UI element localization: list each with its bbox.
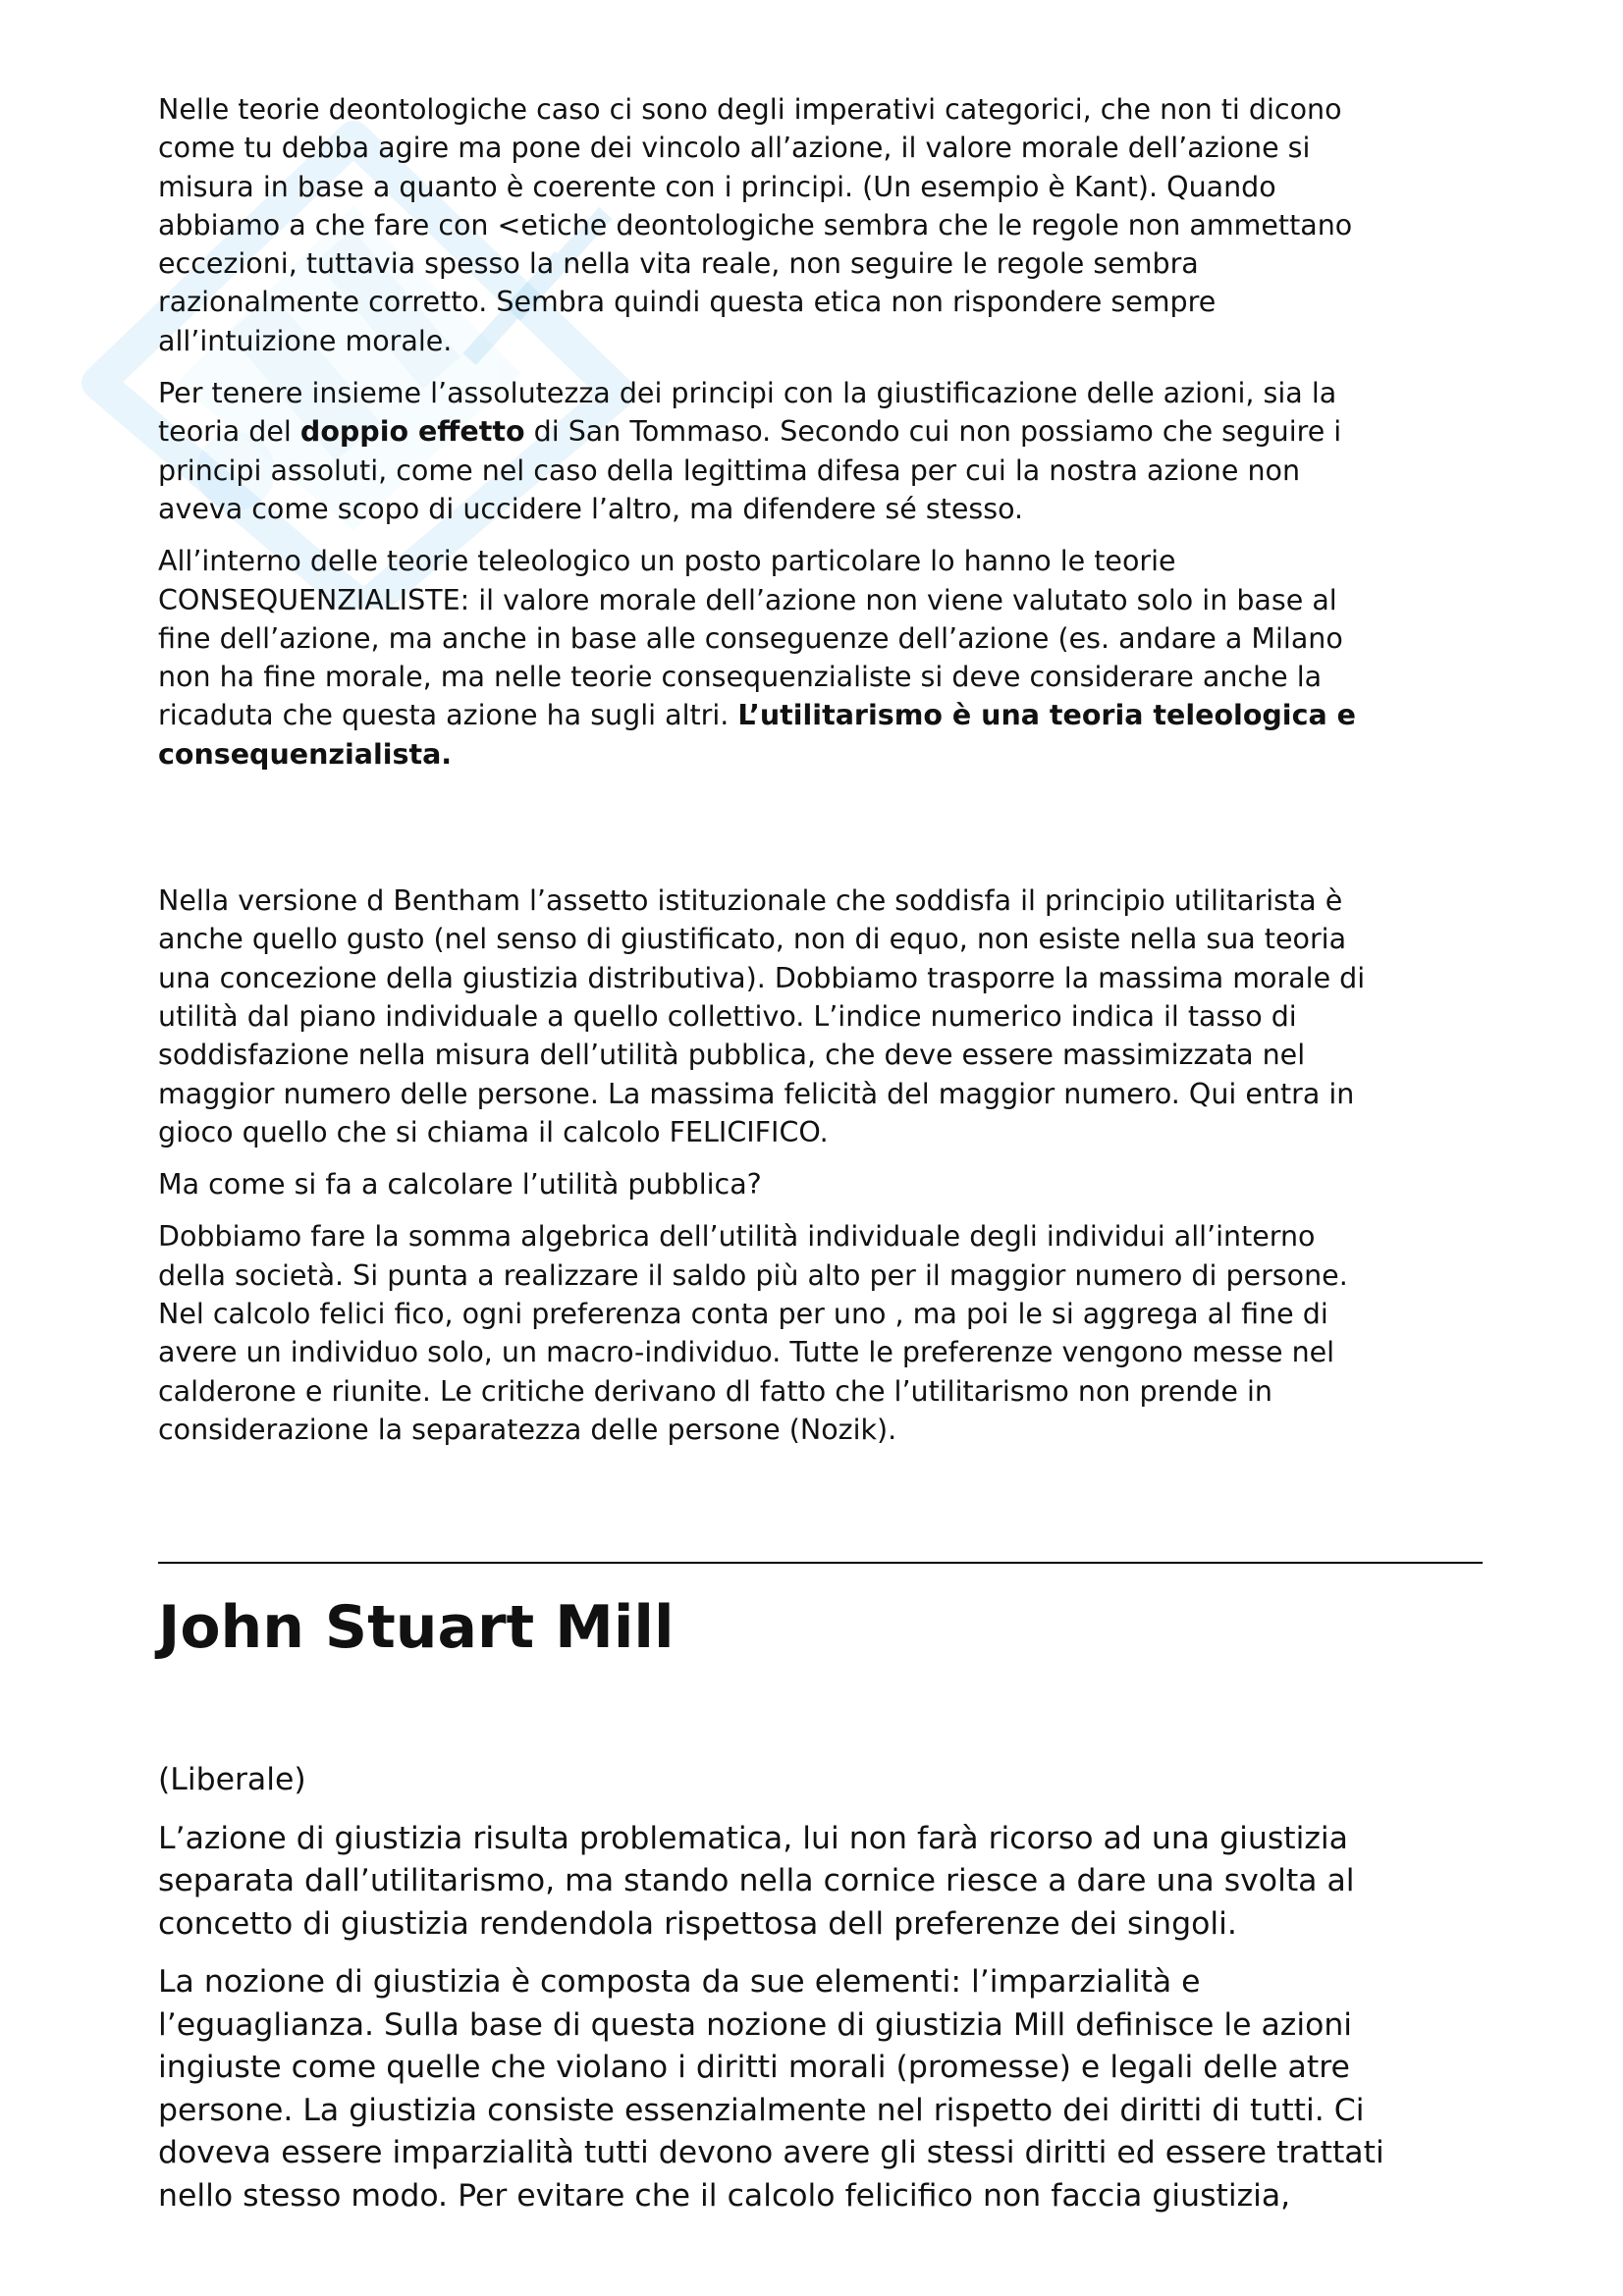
text-line: come tu debba agire ma pone dei vincolo all’azione, il valore morale dell’azione si [158,132,1311,165]
text-line: non ha fine morale, ma nelle teorie consequenzialiste si deve considerare anche la [158,661,1323,694]
bold-term: doppio effetto [299,415,525,449]
text-line: gioco quello che si chiama il calcolo FELICIFICO. [158,1115,829,1148]
paragraph-doppio-effetto [158,374,1484,528]
text-line: calderone e riunite. Le critiche derivano dl fatto che l’utilitarismo non prende in [158,1374,1272,1408]
text-line: Dobbiamo fare la somma algebrica dell’utilità individuale degli individui all’interno [158,1220,1316,1254]
section-2-text [158,1759,1484,2233]
text-line: persone. La giustizia consiste essenzialmente nel rispetto dei diritti di tutti. Ci [158,2092,1365,2128]
text-line: doveva essere imparzialità tutti devono avere gli stessi diritti ed essere trattati [158,2135,1384,2170]
text-line: Nella versione d Bentham l’assetto istituzionale che soddisfa il principio utilitarista è [158,884,1343,918]
text-line: Ma come si fa a calcolare l’utilità pubblica? [158,1168,762,1201]
text-line: ingiuste come quelle che violano i diritti morali (promesse) e legali delle atre [158,2050,1350,2085]
paragraph-somma-algebrica [158,1217,1484,1449]
text-line: La nozione di giustizia è composta da sue elementi: l’imparzialità e [158,1964,1201,2000]
text-line: CONSEQUENZIALISTE: il valore morale dell’azione non viene valutato solo in base al [158,583,1337,616]
paragraph-deontologiche [158,90,1484,360]
text-line: (Liberale) [158,1762,306,1797]
text-line [158,735,1484,774]
blank-space [158,787,1484,881]
text-line: All’interno delle teorie teleologico un posto particolare lo hanno le teorie [158,545,1176,578]
paragraph-consequenzialiste [158,542,1484,774]
text-line: considerazione la separatezza delle persone (Nozik). [158,1413,897,1446]
text-line: utilità dal piano individuale a quello collettivo. L’indice numerico indica il tasso di [158,999,1297,1033]
text-line: l’eguaglianza. Sulla base di questa nozione di giustizia Mill definisce le azioni [158,2006,1353,2043]
text-line: separata dall’utilitarismo, ma stando nella cornice riesce a dare una svolta al [158,1863,1355,1898]
bold-statement: consequenzialista. [158,737,453,771]
text-run: di San Tommaso. Secondo cui non possiamo che seguire i [524,415,1342,449]
bold-statement: L’utilitarismo è una teoria teleologica e [737,699,1356,732]
text-line: all’intuizione morale. [158,324,453,357]
text-line: L’azione di giustizia risulta problematica, lui non farà ricorso ad una giustizia [158,1820,1348,1856]
text-line [158,412,1484,451]
text-line [158,696,1484,734]
text-line: Per tenere insieme l’assolutezza dei principi con la giustificazione delle azioni, sia la [158,377,1337,410]
text-line: fine dell’azione, ma anche in base alle conseguenze dell’azione (es. andare a Milano [158,621,1343,655]
text-line: misura in base a quanto è coerente con i principi. (Un esempio è Kant). Quando [158,170,1276,203]
text-line: nello stesso modo. Per evitare che il calcolo felicifico non faccia giustizia, [158,2177,1291,2214]
paragraph-question [158,1165,1484,1203]
text-run: ricaduta che questa azione ha sugli altri. [158,699,738,732]
text-line: una concezione della giustizia distributiva). Dobbiamo trasporre la massima morale di [158,961,1366,994]
paragraph-azione-giustizia [158,1818,1484,1947]
section-heading: John Stuart Mill [158,1593,675,1662]
text-line: Nelle teorie deontologiche caso ci sono degli imperativi categorici, che non ti dicono [158,93,1342,126]
text-line: eccezioni, tuttavia spesso la nella vita reale, non seguire le regole sembra [158,247,1199,281]
text-line: concetto di giustizia rendendola rispettosa dell preferenze dei singoli. [158,1905,1237,1942]
horizontal-divider [158,1562,1483,1564]
paragraph-bentham [158,881,1484,1151]
text-line: razionalmente corretto. Sembra quindi questa etica non rispondere sempre [158,286,1217,319]
paragraph-nozione-giustizia [158,1961,1484,2217]
text-line: aveva come scopo di uccidere l’altro, ma difendere sé stesso. [158,492,1024,525]
paragraph-liberale [158,1759,1484,1802]
text-line: soddisfazione nella misura dell’utilità pubblica, che deve essere massimizzata nel [158,1039,1306,1072]
text-line: abbiamo a che fare con <etiche deontologiche sembra che le regole non ammettano [158,208,1353,241]
section-1-text [158,90,1484,1463]
text-line: principi assoluti, come nel caso della legittima difesa per cui la nostra azione non [158,454,1301,487]
text-run: teoria del [158,415,300,449]
text-line: maggior numero delle persone. La massima felicità del maggior numero. Qui entra in [158,1077,1355,1110]
text-line: della società. Si punta a realizzare il saldo più alto per il maggior numero di persone. [158,1258,1348,1292]
text-line: Nel calcolo felici fico, ogni preferenza conta per uno , ma poi le si aggrega al fine di [158,1298,1328,1331]
text-line: anche quello gusto (nel senso di giustificato, non di equo, non esiste nella sua teoria [158,923,1347,956]
text-line: avere un individuo solo, un macro-individuo. Tutte le preferenze vengono messe nel [158,1336,1335,1369]
